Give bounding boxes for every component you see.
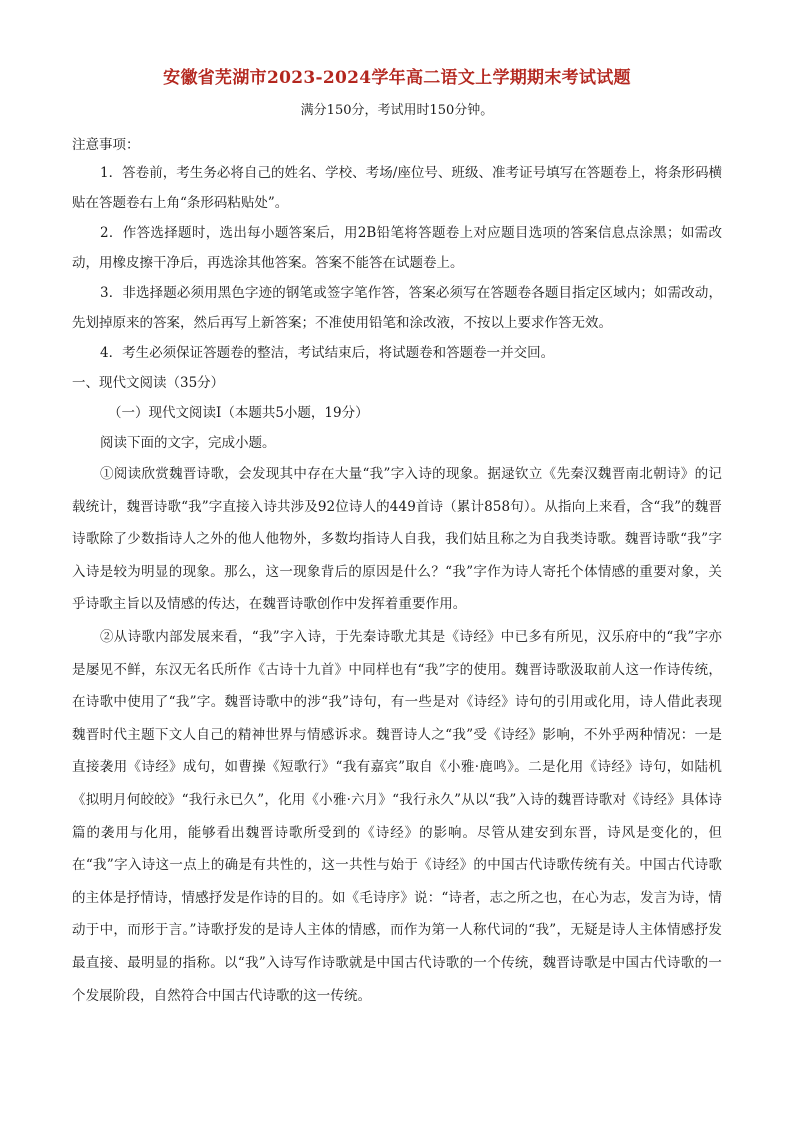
reading-instruction: 阅读下面的文字，完成小题。 — [100, 435, 276, 451]
notice-item-2: 2．作答选择题时，选出每小题答案后，用2B铅笔将答题卷上对应题目选项的答案信息点涂黑；如需改动，用橡皮擦干净后，再选涂其他答案。答案不能答在试题卷上。 — [72, 225, 722, 271]
exam-subtitle: 满分150分，考试用时150分钟。 — [300, 103, 494, 118]
notice-heading: 注意事项： — [72, 137, 140, 153]
passage-paragraph-2: ②从诗歌内部发展来看，“我”字入诗，于先秦诗歌尤其是《诗经》中已多有所见，汉乐府中的“我”字亦是屡见不鲜，东汉无名氏所作《古诗十九首》中同样也有“我”字的使用。魏晋诗歌汲取前人这一作诗传统，在诗歌中使用了“我”字。魏晋诗歌中的涉“我”诗句，有一些是对《诗经》诗句的引用或化用，诗人借此表现魏晋时代主题下文人自己的精神世界与情感诉求。魏晋诗人之“我”受《诗经》影响，不外乎两种情况：一是直接袭用《诗经》成句，如曹操《短歌行》“我有嘉宾”取自《小雅·鹿鸣》。二是化用《诗经》诗句，如陆机《拟明月何皎皎》“我行永已久”，化用《小雅·六月》“我行永久”从以“我”入诗的魏晋诗歌对《诗经》具体诗篇的袭用与化用，能够看出魏晋诗歌所受到的《诗经》的影响。尽管从建安到东晋，诗风是变化的，但在“我”字入诗这一点上的确是有共性的，这一共性与始于《诗经》的中国古代诗歌传统有关。中国古代诗歌的主体是抒情诗，情感抒发是作诗的目的。如《毛诗序》说：“诗者，志之所之也，在心为志，发言为诗，情动于中，而形于言。”诗歌抒发的是诗人主体的情感，而作为第一人称代词的“我”，无疑是诗人主体情感抒发最直接、最明显的指称。以“我”入诗写作诗歌就是中国古代诗歌的一个传统，魏晋诗歌是中国古代诗歌的一个发展阶段，自然符合中国古代诗歌的这一传统。 — [72, 628, 722, 1004]
notice-item-3: 3．非选择题必须用黑色字迹的钢笔或签字笔作答，答案必须写在答题卷各题目指定区域内；如需改动，先划掉原来的答案，然后再写上新答案；不准使用铅笔和涂改液，不按以上要求作答无效。 — [72, 285, 722, 331]
passage-paragraph-1: ①阅读欣赏魏晋诗歌，会发现其中存在大量“我”字入诗的现象。据逯钦立《先秦汉魏晋南北朝诗》的记载统计，魏晋诗歌“我”字直接入诗共涉及92位诗人的449首诗（累计858句）。从指向上来看，含“我”的魏晋诗歌除了少数指诗人之外的他人他物外，多数均指诗人自我，我们姑且称之为自我类诗歌。魏晋诗歌“我”字入诗是较为明显的现象。那么，这一现象背后的原因是什么？“我”字作为诗人寄托个体情感的重要对象，关乎诗歌主旨以及情感的传达，在魏晋诗歌创作中发挥着重要作用。 — [72, 466, 722, 613]
notice-item-4: 4．考生必须保证答题卷的整洁，考试结束后，将试题卷和答题卷一并交回。 — [100, 345, 555, 361]
sub-section-heading: （一）现代文阅读Ⅰ（本题共5小题，19分） — [108, 405, 369, 421]
notice-item-1: 1．答卷前，考生务必将自己的姓名、学校、考场/座位号、班级、准考证号填写在答题卷上，将条形码横贴在答题卷右上角“条形码粘贴处”。 — [72, 165, 722, 211]
section-heading: 一、现代文阅读（35分） — [72, 375, 225, 391]
exam-title: 安徽省芜湖市2023-2024学年高二语文上学期期末考试试题 — [163, 68, 631, 88]
